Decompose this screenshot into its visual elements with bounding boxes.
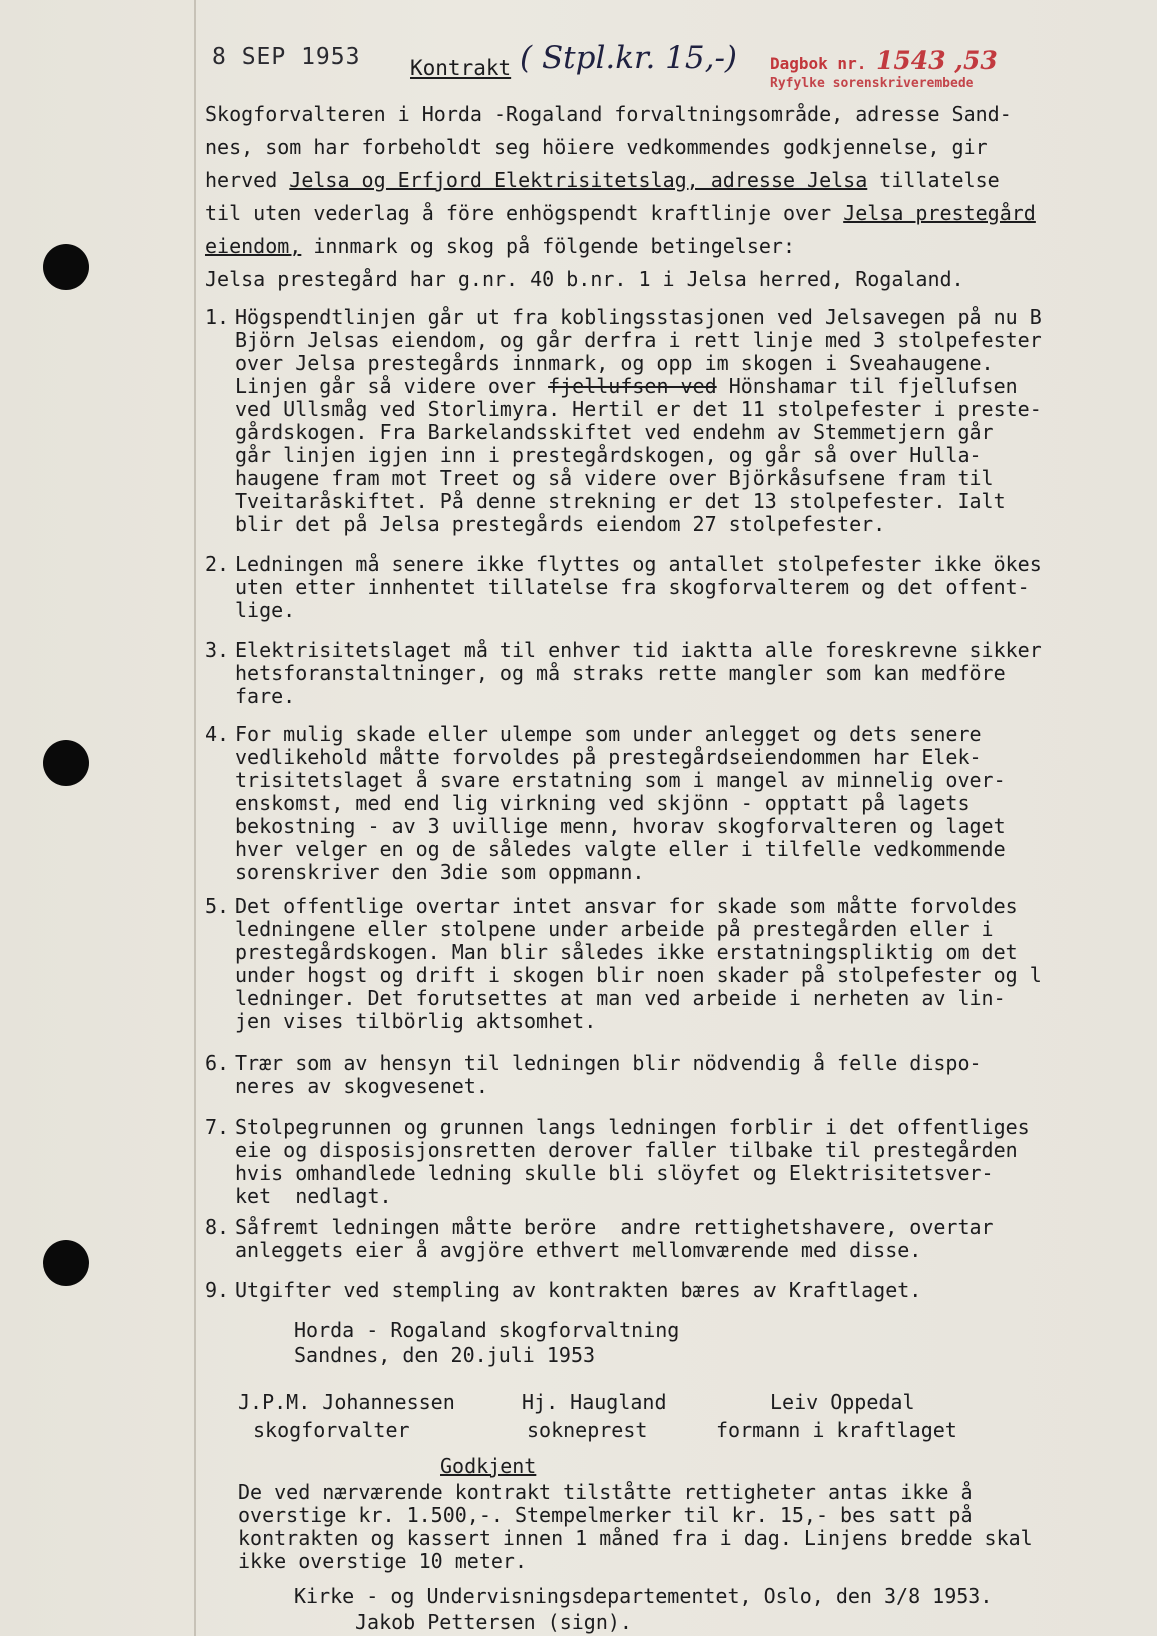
margin-line (194, 0, 196, 1636)
register-stamp-label: Dagbok nr. (770, 54, 867, 73)
property-word: eiendom, (205, 234, 302, 258)
clause-line: bekostning - av 3 uvillige menn, hvorav skogforvalteren og laget (235, 814, 1006, 838)
clause-line: ledningene eller stolpene under arbeide på prestegården eller i (235, 917, 994, 941)
clause-line: går linjen igjen inn i prestegårdskogen, og går så over Hulla- (235, 443, 982, 467)
clause-line: Det offentlige overtar intet ansvar for skade som måtte forvoldes (235, 894, 1018, 918)
clause-number: 8. (205, 1215, 230, 1239)
date-stamp: 8 SEP 1953 (212, 44, 361, 70)
clause-line: fare. (235, 684, 296, 708)
clause-text: Hönshamar til fjellufsen (716, 374, 1018, 398)
clause-line (235, 376, 1018, 396)
intro-line (205, 170, 1000, 190)
clause-line: jen vises tilbörlig aktsomhet. (235, 1009, 597, 1033)
approval-line: overstige kr. 1.500,-. Stempelmerker til kr. 15,- bes satt på (238, 1503, 973, 1527)
clause-line: Elektrisitetslaget må til enhver tid iaktta alle foreskrevne sikker (235, 638, 1042, 662)
register-stamp (770, 46, 998, 75)
clause-line: eie og disposisjonsretten derover faller tilbake til prestegården (235, 1138, 1018, 1162)
clause-line: Ledningen må senere ikke flyttes og antallet stolpefester ikke ökes (235, 552, 1042, 576)
signature-role: sokneprest (527, 1418, 648, 1442)
clause-line: ved Ullsmåg ved Storlimyra. Hertil er det 11 stolpefester i preste- (235, 397, 1042, 421)
clause-line: hetsforanstaltninger, og må straks rette mangler som kan medföre (235, 661, 1006, 685)
clause-number: 5. (205, 894, 230, 918)
intro-text: tillatelse (867, 168, 1000, 192)
intro-line (205, 203, 1036, 223)
clause-line: haugene fram mot Treet og så videre over Björkåsufsene fram til (235, 466, 994, 490)
property-name: Jelsa prestegård (843, 201, 1036, 225)
clause-line: Tveitaråskiftet. På denne strekning er det 13 stolpefester. Ialt (235, 489, 1006, 513)
office-stamp: Ryfylke sorenskriverembede (770, 76, 974, 91)
clause-number: 1. (205, 305, 230, 329)
approval-department: Kirke - og Undervisningsdepartementet, Oslo, den 3/8 1953. (294, 1584, 993, 1608)
approval-line: kontrakten og kassert innen 1 måned fra i dag. Linjens bredde skal (238, 1526, 1033, 1550)
struck-text: fjellufsen ved (548, 374, 717, 398)
clause-line: prestegårdskogen. Man blir således ikke erstatningspliktig om det (235, 940, 1018, 964)
clause-number: 6. (205, 1051, 230, 1075)
clause-line: ledninger. Det forutsettes at man ved arbeide i nerheten av lin- (235, 986, 1006, 1010)
clause-line: Trær som av hensyn til ledningen blir nödvendig å felle dispo- (235, 1051, 982, 1075)
clause-line: neres av skogvesenet. (235, 1074, 488, 1098)
clause-line: over Jelsa prestegårds innmark, og opp im skogen i Sveahaugene. (235, 351, 994, 375)
clause-number: 4. (205, 722, 230, 746)
signature-role: formann i kraftlaget (716, 1418, 957, 1442)
intro-line: Skogforvalteren i Horda -Rogaland forvaltningsområde, adresse Sand- (205, 102, 1012, 126)
punch-hole-top (43, 244, 89, 290)
clause-line: ket nedlagt. (235, 1184, 392, 1208)
clause-line: uten etter innhentet tillatelse fra skogforvalterem og det offent- (235, 575, 1030, 599)
intro-line (205, 236, 795, 256)
signature-role: skogforvalter (253, 1418, 410, 1442)
clause-line: hver velger en og de således valgte eller i tilfelle vedkommende (235, 837, 1006, 861)
clause-line: hvis omhandlede ledning skulle bli slöyfet og Elektrisitetsver- (235, 1161, 994, 1185)
clause-number: 2. (205, 552, 230, 576)
intro-text: innmark og skog på fölgende betingelser: (301, 234, 796, 258)
clause-line: under hogst og drift i skogen blir noen skader på stolpefester og l (235, 963, 1042, 987)
clause-line: blir det på Jelsa prestegårds eiendom 27 stolpefester. (235, 512, 886, 536)
clause-line: lige. (235, 598, 296, 622)
signature-name: J.P.M. Johannessen (238, 1390, 455, 1414)
licensee-name: Jelsa og Erfjord Elektrisitetslag, adresse Jelsa (289, 168, 868, 192)
issuer-place-date: Sandnes, den 20.juli 1953 (294, 1343, 596, 1367)
clause-number: 3. (205, 638, 230, 662)
clause-line: Såfremt ledningen måtte beröre andre rettighetshavere, overtar (235, 1215, 994, 1239)
intro-text: herved (205, 168, 290, 192)
approval-line: ikke overstige 10 meter. (238, 1549, 527, 1573)
document-title: Kontrakt (410, 56, 512, 80)
punch-hole-bottom (43, 1240, 89, 1286)
clause-line: sorenskriver den 3die som oppmann. (235, 860, 645, 884)
handwritten-note: ( Stpl.kr. 15,-) (520, 40, 738, 76)
clause-line: Utgifter ved stempling av kontrakten bæres av Kraftlaget. (235, 1278, 922, 1302)
approval-line: De ved nærværende kontrakt tilståtte rettigheter antas ikke å (238, 1480, 973, 1504)
clause-number: 7. (205, 1115, 230, 1139)
clause-line: trisitetslaget å svare erstatning som i mangel av minnelig over- (235, 768, 1006, 792)
intro-line: Jelsa prestegård har g.nr. 40 b.nr. 1 i Jelsa herred, Rogaland. (205, 267, 964, 291)
clause-line: For mulig skade eller ulempe som under anlegget og dets senere (235, 722, 982, 746)
issuer-name: Horda - Rogaland skogforvaltning (294, 1318, 680, 1342)
clause-text: Linjen går så videre over (235, 374, 549, 398)
approval-signed: Jakob Pettersen (sign). (355, 1610, 632, 1634)
clause-line: Björn Jelsas eiendom, og går derfra i rett linje med 3 stolpefester (235, 328, 1042, 352)
clause-line: gårdskogen. Fra Barkelandsskiftet ved endehm av Stemmetjern går (235, 420, 994, 444)
approval-heading: Godkjent (440, 1454, 537, 1478)
intro-line: nes, som har forbeholdt seg höiere vedkommendes godkjennelse, gir (205, 135, 988, 159)
punch-hole-middle (43, 740, 89, 786)
clause-line: vedlikehold måtte forvoldes på prestegårdseiendommen har Elek- (235, 745, 982, 769)
signature-name: Leiv Oppedal (770, 1390, 915, 1414)
clause-line: anleggets eier å avgjöre ethvert mellomværende med disse. (235, 1238, 922, 1262)
clause-line: Stolpegrunnen og grunnen langs ledningen forblir i det offentliges (235, 1115, 1030, 1139)
register-number: 1543 ,53 (875, 46, 998, 75)
intro-text: til uten vederlag å före enhögspendt kraftlinje over (205, 201, 844, 225)
clause-number: 9. (205, 1278, 230, 1302)
clause-line: enskomst, med end lig virkning ved skjönn - opptatt på lagets (235, 791, 970, 815)
signature-name: Hj. Haugland (522, 1390, 667, 1414)
clause-line: Högspendtlinjen går ut fra koblingsstasjonen ved Jelsavegen på nu B (235, 305, 1042, 329)
